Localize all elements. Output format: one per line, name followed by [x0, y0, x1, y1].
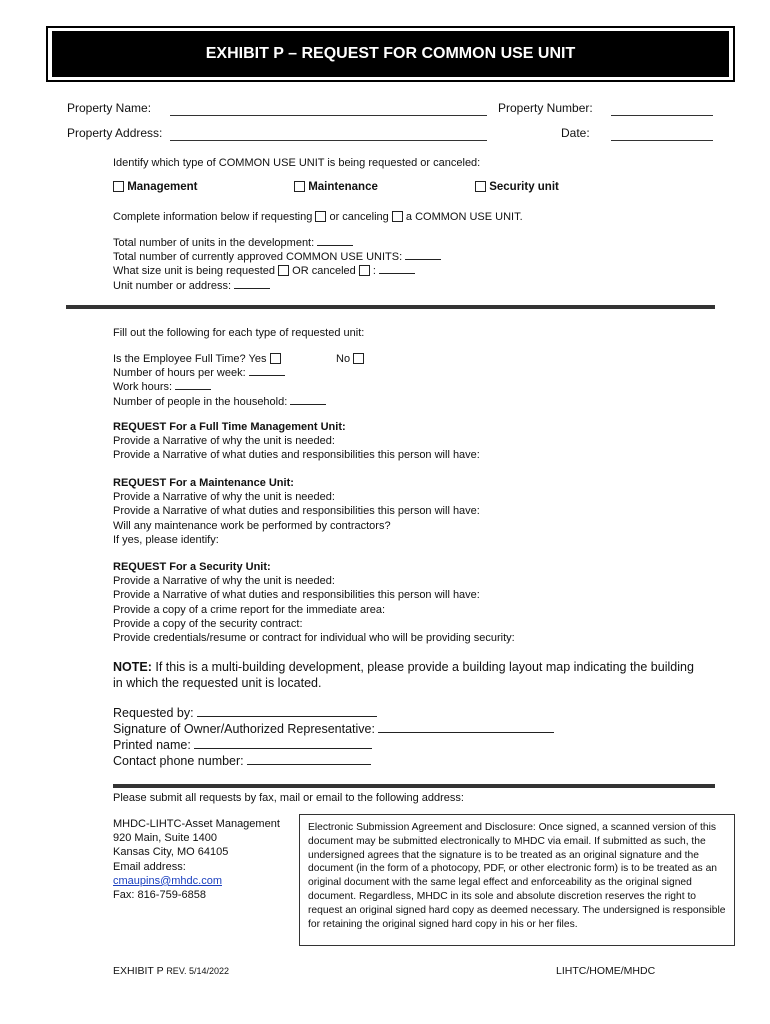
unit-type-maintenance[interactable] — [294, 181, 378, 193]
full-time-yes-checkbox[interactable] — [270, 353, 281, 364]
approved-units-row — [113, 250, 441, 264]
maintenance-line: Provide a Narrative of why the unit is needed: — [113, 491, 335, 504]
property-number-field[interactable] — [611, 115, 713, 116]
full-time-no — [336, 352, 364, 366]
footer-revision: REV. 5/14/2022 — [166, 966, 230, 976]
work-hours-row — [113, 380, 413, 394]
canceling-checkbox[interactable] — [392, 211, 403, 222]
complete-info-line — [113, 210, 523, 224]
address-org: MHDC-LIHTC-Asset Management — [113, 818, 280, 830]
security-line: Provide a copy of the security contract: — [113, 617, 303, 630]
hours-row — [113, 366, 413, 380]
unit-number-label: Unit number or address: — [113, 279, 231, 292]
no-label: No — [336, 353, 351, 365]
size-requested-checkbox[interactable] — [278, 265, 289, 276]
property-number-label: Property Number: — [498, 101, 593, 115]
fax-number: Fax: 816-759-6858 — [113, 889, 206, 902]
address-city: Kansas City, MO 64105 — [113, 846, 229, 859]
unit-size-row — [113, 264, 441, 278]
maintenance-label: Maintenance — [308, 181, 378, 193]
email-label: Email address: — [113, 860, 186, 873]
maintenance-line: Will any maintenance work be performed by contractors? — [113, 519, 391, 532]
hours-field[interactable] — [249, 375, 285, 376]
maintenance-line: Provide a Narrative of what duties and responsibilities this person will have: — [113, 505, 480, 518]
approved-units-field[interactable] — [405, 259, 441, 260]
section-divider — [113, 784, 715, 788]
property-address-label: Property Address: — [67, 126, 163, 140]
printed-name-row — [113, 737, 554, 753]
printed-name-field[interactable] — [194, 748, 372, 749]
property-name-label: Property Name: — [67, 101, 152, 115]
contact-phone-row — [113, 753, 554, 769]
complete-info-requesting: Complete information below if requesting — [113, 211, 313, 223]
date-label: Date: — [561, 126, 590, 140]
page-title: EXHIBIT P – REQUEST FOR COMMON USE UNIT — [52, 31, 729, 77]
disclosure-text: Electronic Submission Agreement and Disclosure: Once signed, a scanned version of this document may be submitted electronically to MHDC via email. If submitted as such, the undersigned agrees that the signature is to be treated as an original signature and the document (in the form of a photocopy, PDF, or other electronic form) is to be treated as an original document with the same legal effect and enforceability as the original signed document. Regardless, MHDC in its sole and absolute discretion reserves the right to request an original signed hard copy as deemed necessary. The undersigned is responsible for retaining the original signed hard copy in his or her files. — [308, 822, 726, 930]
footer-left — [113, 965, 229, 977]
security-heading: REQUEST For a Security Unit: — [113, 561, 271, 573]
size-canceled-checkbox[interactable] — [359, 265, 370, 276]
note-text-2: in which the requested unit is located. — [113, 676, 322, 690]
employee-block — [113, 352, 413, 409]
owner-signature-row — [113, 721, 554, 737]
date-field[interactable] — [611, 140, 713, 141]
security-line: Provide a Narrative of why the unit is needed: — [113, 575, 335, 588]
management-line: Provide a Narrative of why the unit is needed: — [113, 435, 335, 448]
total-units-row — [113, 236, 441, 250]
management-heading: REQUEST For a Full Time Management Unit: — [113, 421, 346, 433]
maintenance-checkbox[interactable] — [294, 181, 305, 192]
unit-size-colon: : — [372, 265, 376, 278]
security-section — [113, 560, 515, 645]
requesting-checkbox[interactable] — [315, 211, 326, 222]
unit-size-canceled-label: OR canceled — [292, 265, 356, 278]
work-hours-field[interactable] — [175, 389, 211, 390]
security-line: Provide a Narrative of what duties and responsibilities this person will have: — [113, 589, 480, 602]
unit-type-security[interactable] — [475, 181, 559, 193]
footer-exhibit: EXHIBIT P — [113, 965, 164, 977]
household-label: Number of people in the household: — [113, 395, 288, 408]
requested-by-field[interactable] — [197, 716, 377, 717]
management-line: Provide a Narrative of what duties and responsibilities this person will have: — [113, 449, 480, 462]
printed-name-label: Printed name: — [113, 738, 191, 752]
maintenance-heading: REQUEST For a Maintenance Unit: — [113, 477, 294, 489]
yes-label: Yes — [248, 353, 267, 365]
note-line-1 — [113, 659, 733, 675]
contact-phone-field[interactable] — [247, 764, 371, 765]
maintenance-section — [113, 476, 480, 547]
maintenance-line: If yes, please identify: — [113, 533, 219, 546]
unit-size-field[interactable] — [379, 273, 415, 274]
management-section — [113, 420, 480, 463]
note-block — [113, 659, 733, 691]
household-row — [113, 395, 413, 409]
fill-out-text: Fill out the following for each type of requested unit: — [113, 327, 365, 339]
requested-by-row — [113, 705, 554, 721]
requested-by-label: Requested by: — [113, 706, 194, 720]
complete-info-canceling: or canceling — [329, 211, 389, 223]
note-text-1: If this is a multi-building development, please provide a building layout map indicating the building — [155, 660, 694, 674]
full-time-row — [113, 352, 413, 366]
total-units-field[interactable] — [317, 245, 353, 246]
section-divider — [66, 305, 715, 309]
identify-text: Identify which type of COMMON USE UNIT is being requested or canceled: — [113, 157, 481, 169]
property-address-field[interactable] — [170, 140, 487, 141]
work-hours-label: Work hours: — [113, 381, 173, 394]
full-time-no-checkbox[interactable] — [353, 353, 364, 364]
household-field[interactable] — [290, 404, 326, 405]
owner-signature-label: Signature of Owner/Authorized Representative: — [113, 722, 375, 736]
security-line: Provide credentials/resume or contract for individual who will be providing security: — [113, 632, 515, 645]
unit-type-management[interactable] — [113, 181, 198, 193]
email-link[interactable]: cmaupins@mhdc.com — [113, 874, 222, 887]
complete-info-unit: a COMMON USE UNIT. — [405, 211, 523, 223]
unit-size-label: What size unit is being requested — [113, 265, 276, 278]
security-line: Provide a copy of a crime report for the immediate area: — [113, 603, 386, 616]
note-label: NOTE: — [113, 660, 152, 674]
management-label: Management — [127, 181, 198, 193]
owner-signature-field[interactable] — [378, 732, 554, 733]
mailing-address — [113, 817, 280, 902]
contact-phone-label: Contact phone number: — [113, 754, 244, 768]
unit-number-field[interactable] — [234, 288, 270, 289]
property-name-field[interactable] — [170, 115, 487, 116]
signature-block — [113, 705, 554, 769]
address-street: 920 Main, Suite 1400 — [113, 832, 217, 845]
security-label: Security unit — [489, 181, 559, 193]
totals-block — [113, 236, 441, 293]
full-time-label: Is the Employee Full Time? — [113, 353, 246, 365]
hours-label: Number of hours per week: — [113, 367, 246, 380]
total-units-label: Total number of units in the development: — [113, 237, 315, 249]
unit-number-row — [113, 279, 441, 293]
management-checkbox[interactable] — [113, 181, 124, 192]
footer-right: LIHTC/HOME/MHDC — [556, 965, 656, 977]
approved-units-label: Total number of currently approved COMMON USE UNITS: — [113, 251, 403, 264]
security-checkbox[interactable] — [475, 181, 486, 192]
disclosure-box — [299, 814, 735, 946]
submit-text: Please submit all requests by fax, mail or email to the following address: — [113, 792, 464, 804]
